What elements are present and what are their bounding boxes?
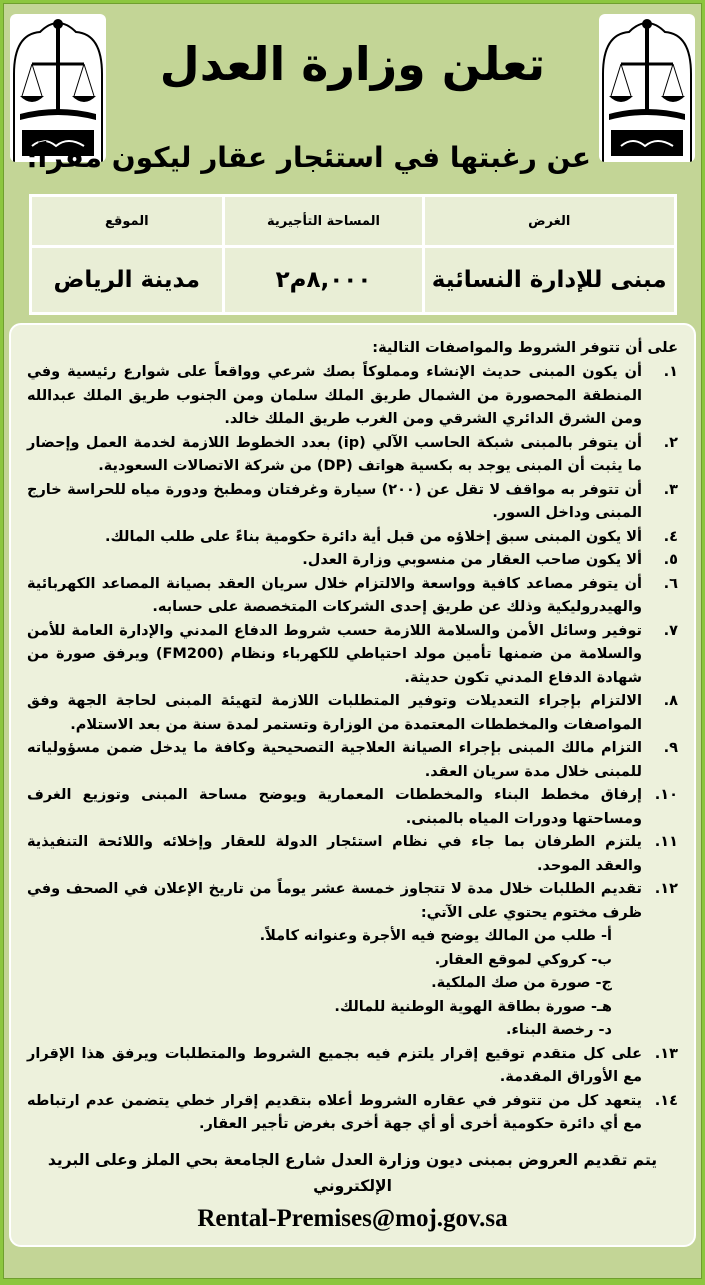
item-text-block bbox=[27, 620, 642, 691]
item-text-block bbox=[27, 361, 642, 432]
ministry-logo-right bbox=[599, 14, 695, 162]
list-item bbox=[27, 526, 678, 550]
item-text: يلتزم الطرفان بما جاء في نظام استئجار الدولة للعقار وإخلائه واللائحة التنفيذية والعقد الموحد. bbox=[27, 834, 642, 874]
page-subtitle: عن رغبتها في استئجار عقار ليكون مقراً: bbox=[26, 141, 591, 174]
item-number: ٥. bbox=[663, 552, 678, 568]
header bbox=[4, 4, 701, 132]
list-item bbox=[27, 831, 678, 878]
item-text-block bbox=[27, 784, 642, 831]
item-text-block bbox=[27, 573, 642, 620]
table-header-row bbox=[30, 196, 675, 247]
item-number: ٩. bbox=[663, 740, 678, 756]
value-purpose: مبنى للإدارة النسائية bbox=[423, 247, 675, 314]
header-area: المساحة التأجيرية bbox=[224, 196, 424, 247]
list-item bbox=[27, 878, 678, 1043]
page-title: تعلن وزارة العدل bbox=[159, 37, 546, 91]
item-text-block bbox=[27, 526, 642, 550]
conditions-intro: على أن تتوفر الشروط والمواصفات التالية: bbox=[372, 340, 678, 356]
item-number: ١. bbox=[663, 364, 678, 380]
item-text-block bbox=[27, 1043, 642, 1090]
item-number: ٣. bbox=[663, 481, 678, 498]
item-text-block bbox=[27, 690, 642, 737]
list-item bbox=[27, 432, 678, 479]
item-text: توفير وسائل الأمن والسلامة اللازمة حسب شروط الدفاع المدني والإدارة العامة للأمن والسلامة من ضمنها تأمين مولد احتياطي للكهرباء ونظام (FM200) ويرفق صورة من شهادة الدفاع المدني تكون حديثة. bbox=[27, 622, 642, 686]
item-text-block bbox=[27, 549, 642, 573]
item-number: ٢. bbox=[663, 434, 678, 451]
item-number: ٤. bbox=[663, 528, 678, 545]
required-document: ب- كروكي لموقع العقار. bbox=[434, 951, 612, 968]
required-document: د- رخصة البناء. bbox=[505, 1022, 612, 1038]
list-item bbox=[27, 690, 678, 737]
item-text-block bbox=[27, 737, 642, 784]
item-text: أن تتوفر به مواقف لا تقل عن (٢٠٠) سيارة وغرفتان ومطبخ ودورة مياه للحراسة خارج المبنى وداخل السور. bbox=[27, 481, 642, 521]
item-text: أن يتوفر بالمبنى شبكة الحاسب الآلي (ip) بعدد الخطوط اللازمة لخدمة العمل وإحضار ما يثبت أن المبنى يوجد به بكسية هواتف (DP) من شركة الاتصالات السعودية. bbox=[27, 434, 642, 474]
item-text: أن يتوفر مصاعد كافية وواسعة والالتزام خلال سريان العقد بصيانة المصاعد الكهربائية والهيدروليكية وذلك عن طريق إحدى الشركات المتخصصة على حسابه. bbox=[27, 575, 642, 615]
item-text-block bbox=[27, 878, 642, 1043]
list-item bbox=[27, 737, 678, 784]
item-number: ٨. bbox=[663, 693, 678, 709]
conditions-list bbox=[27, 361, 678, 1137]
item-text-block bbox=[27, 831, 642, 878]
table-row bbox=[30, 247, 675, 314]
item-text: إرفاق مخطط البناء والمخططات المعمارية ويوضح مساحة المبنى وتوزيع الغرف ومساحتها ودورات المياه بالمبنى. bbox=[27, 787, 642, 827]
list-item bbox=[27, 479, 678, 526]
submission-note: يتم تقديم العروض بمبنى ديون وزارة العدل شارع الجامعة بحي الملز وعلى البريد الإلكتروني bbox=[47, 1150, 658, 1195]
required-document: هـ- صورة بطاقة الهوية الوطنية للمالك. bbox=[334, 998, 612, 1015]
item-number: ١٠. bbox=[654, 787, 678, 803]
item-number: ١١. bbox=[654, 834, 678, 850]
list-item bbox=[27, 573, 678, 620]
item-text: ألا يكون المبنى سبق إخلاؤه من قبل أية دائرة حكومية بناءً على طلب المالك. bbox=[105, 528, 642, 545]
item-text-block bbox=[27, 432, 642, 479]
item-number: ١٤. bbox=[654, 1092, 678, 1109]
item-text: يتعهد كل من تتوفر في عقاره الشروط أعلاه بتقديم إقرار خطي يتضمن عدم ارتباطه مع أي دائرة حكومية أخرى أو أي جهة أخرى بغرض تأجير العقار. bbox=[27, 1092, 642, 1132]
conditions-panel bbox=[9, 323, 696, 1247]
required-document: ج- صورة من صك الملكية. bbox=[431, 975, 612, 991]
item-text: ألا يكون صاحب العقار من منسوبي وزارة العدل. bbox=[302, 552, 642, 568]
list-item bbox=[27, 1090, 678, 1137]
value-location: مدينة الرياض bbox=[30, 247, 224, 314]
item-text-block bbox=[27, 1090, 642, 1137]
item-text: أن يكون المبنى حديث الإنشاء ومملوكاً بصك شرعي وواقعاً على شوارع رئيسية وفي المنطقة المحصورة من الشمال طريق الملك سلمان ومن الجنوب طريق الملك عبدالله ومن الشرق الدائري الشرقي ومن الغرب طريق الملك خالد. bbox=[27, 364, 642, 427]
item-text: تقديم الطلبات خلال مدة لا تتجاوز خمسة عشر يوماً من تاريخ الإعلان في الصحف وفي ظرف مختوم يحتوي على الآتي: bbox=[27, 881, 642, 921]
list-item bbox=[27, 1043, 678, 1090]
email-link[interactable]: Rental-Premises@moj.gov.sa bbox=[197, 1204, 508, 1232]
item-text: التزام مالك المبنى بإجراء الصيانة العلاجية التصحيحية وكافة ما يدخل ضمن مسؤولياته للمبنى خلال مدة سريان العقد. bbox=[27, 740, 642, 780]
value-area: ٨,٠٠٠م٢ bbox=[224, 247, 424, 314]
item-text-block bbox=[27, 479, 642, 526]
item-text: على كل متقدم توقيع إقرار يلتزم فيه بجميع الشروط والمتطلبات ويرفق هذا الإقرار مع الأوراق المقدمة. bbox=[27, 1045, 642, 1085]
list-item bbox=[27, 620, 678, 691]
advertisement bbox=[3, 3, 702, 1279]
item-number: ١٣. bbox=[654, 1045, 678, 1062]
spec-table bbox=[29, 194, 677, 315]
list-item bbox=[27, 784, 678, 831]
list-item bbox=[27, 549, 678, 573]
item-text: الالتزام بإجراء التعديلات وتوفير المتطلبات اللازمة لتهيئة المبنى لحاجة الجهة وفق المواصفات والمخططات المعتمدة من الوزارة وتستمر لمدة سنة من بعد الاستلام. bbox=[27, 693, 642, 733]
item-number: ٧. bbox=[663, 622, 678, 639]
item-number: ٦. bbox=[663, 575, 678, 592]
scales-of-justice-icon bbox=[599, 14, 695, 162]
header-location: الموقع bbox=[30, 196, 224, 247]
item-number: ١٢. bbox=[654, 881, 678, 897]
header-purpose: الغرض bbox=[423, 196, 675, 247]
required-documents-list bbox=[27, 925, 642, 1043]
required-document: أ- طلب من المالك يوضح فيه الأجرة وعنوانه كاملاً. bbox=[259, 928, 612, 944]
list-item bbox=[27, 361, 678, 432]
